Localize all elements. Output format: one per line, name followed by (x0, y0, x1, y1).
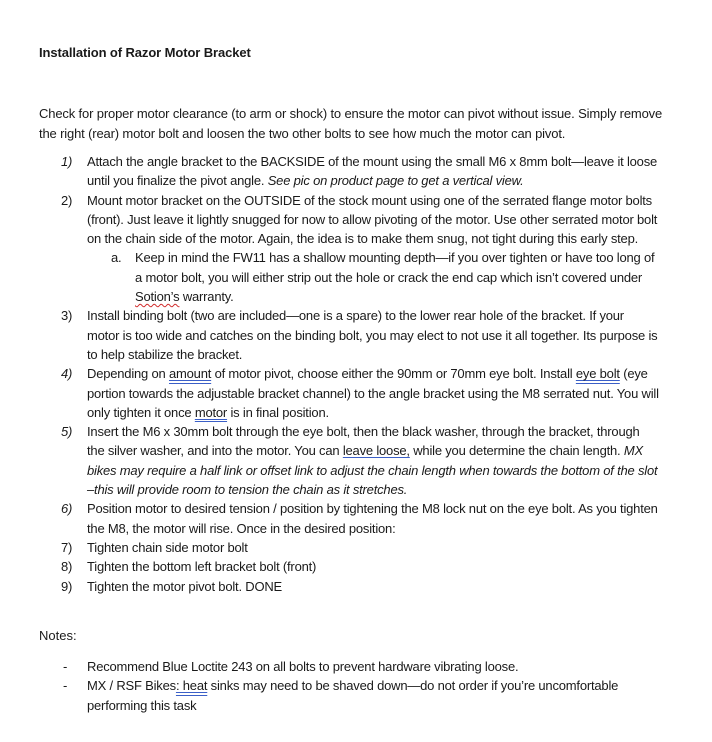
grammar-flagged-word[interactable]: amount (168, 366, 212, 382)
intro-paragraph: Check for proper motor clearance (to arm or shock) to ensure the motor can pivot without issue. Simply remove the right (rear) motor bolt and loosen the two other bolts to see how much the motor can pivot. (39, 106, 663, 141)
step-note-italic: See pic on product page to get a vertical view. (267, 173, 524, 189)
step-note-italic: MX bikes may require a half link or offset link to adjust the chain length when towards the bottom of the slot –this will provide room to tension the chain as it stretches. (87, 443, 658, 498)
step-number: 7) (61, 539, 73, 555)
step-item-7 (0, 538, 659, 557)
steps-list (0, 152, 712, 596)
notes-list (0, 657, 712, 715)
step-text: Tighten the motor pivot bolt. DONE (87, 578, 283, 594)
step-number: 9) (61, 578, 73, 594)
step-item-5 (0, 422, 659, 499)
subitem-text: Keep in mind the FW11 has a shallow mounting depth—if you over tighten or have too long of a motor bolt, you will either strip out the hole or crack the end cap which isn’t covered under (135, 250, 655, 285)
step-item-4 (0, 364, 659, 422)
step-text: Position motor to desired tension / position by tightening the M8 lock nut on the eye bolt. As you tighten the M8, the motor will rise. Once in the desired position: (87, 501, 658, 536)
bullet-dash: - (63, 659, 68, 674)
step-text: while you determine the chain length. (409, 443, 624, 459)
step-text: is in final position. (227, 404, 329, 420)
step-number: 4) (61, 366, 73, 382)
step-item-6 (0, 499, 659, 538)
note-text: MX / RSF Bikes (87, 678, 176, 694)
step-number: 8) (61, 559, 73, 575)
step-number: 1) (61, 154, 73, 169)
step-item-8 (0, 557, 659, 576)
subitem-letter: a. (111, 250, 122, 266)
step-number: 2) (61, 192, 73, 208)
step-subitem-2a (0, 248, 660, 306)
step-text: (eye portion towards the adjustable bracket channel) to the angle bracket using the M8 serrated nut. You will only tighten it once (87, 366, 659, 420)
bullet-dash: - (63, 678, 68, 694)
note-text: Recommend Blue Loctite 243 on all bolts to prevent hardware vibrating loose. (87, 659, 519, 674)
step-item-9 (0, 577, 659, 596)
step-item-2 (0, 191, 659, 249)
grammar-flagged-word[interactable]: : heat (175, 678, 208, 694)
step-number: 6) (61, 501, 73, 517)
step-number: 5) (61, 424, 73, 440)
step-text: Tighten the bottom left bracket bolt (front) (87, 559, 317, 575)
grammar-flagged-word[interactable]: eye bolt (575, 366, 620, 382)
step-text: Tighten chain side motor bolt (87, 539, 248, 555)
step-item-3 (0, 306, 659, 364)
spelling-flagged-word[interactable]: Sotion’s (135, 289, 180, 305)
subitem-text-end: warranty. (179, 289, 234, 305)
note-item (0, 676, 659, 715)
note-item (0, 657, 659, 676)
step-text: Install binding bolt (two are included—one is a spare) to the lower rear hole of the bracket. If your motor is too wide and catches on the binding bolt, you may elect to not use it all together. Its purpose is to help stabilize the bracket. (87, 308, 658, 362)
step-number: 3) (61, 308, 73, 324)
step-text: Insert the M6 x 30mm bolt through the eye bolt, then the black washer, through the bracket, through the silver washer, and into the motor. You can (87, 424, 640, 459)
step-text: of motor pivot, choose either the 90mm or 70mm eye bolt. Install (211, 366, 576, 382)
notes-heading: Notes: (39, 628, 77, 643)
grammar-flagged-word[interactable]: leave loose, (342, 443, 410, 459)
grammar-flagged-word[interactable]: motor (194, 404, 228, 420)
step-text: Mount motor bracket on the OUTSIDE of the stock mount using one of the serrated flange motor bolts (front). Just leave it lightly snugged for now to allow pivoting of the motor. Use other serrated motor bolt on the chain side of the motor. Again, the idea is to make them snug, not tight during this early step. (87, 192, 658, 247)
note-text: sinks may need to be shaved down—do not order if you’re uncomfortable performing this task (87, 678, 619, 713)
step-text: Depending on (87, 366, 169, 382)
document-title: Installation of Razor Motor Bracket (39, 45, 251, 60)
step-text: Attach the angle bracket to the BACKSIDE of the mount using the small M6 x 8mm bolt—leave it loose until you finalize the pivot angle. (87, 154, 658, 189)
step-item-1 (0, 152, 659, 191)
